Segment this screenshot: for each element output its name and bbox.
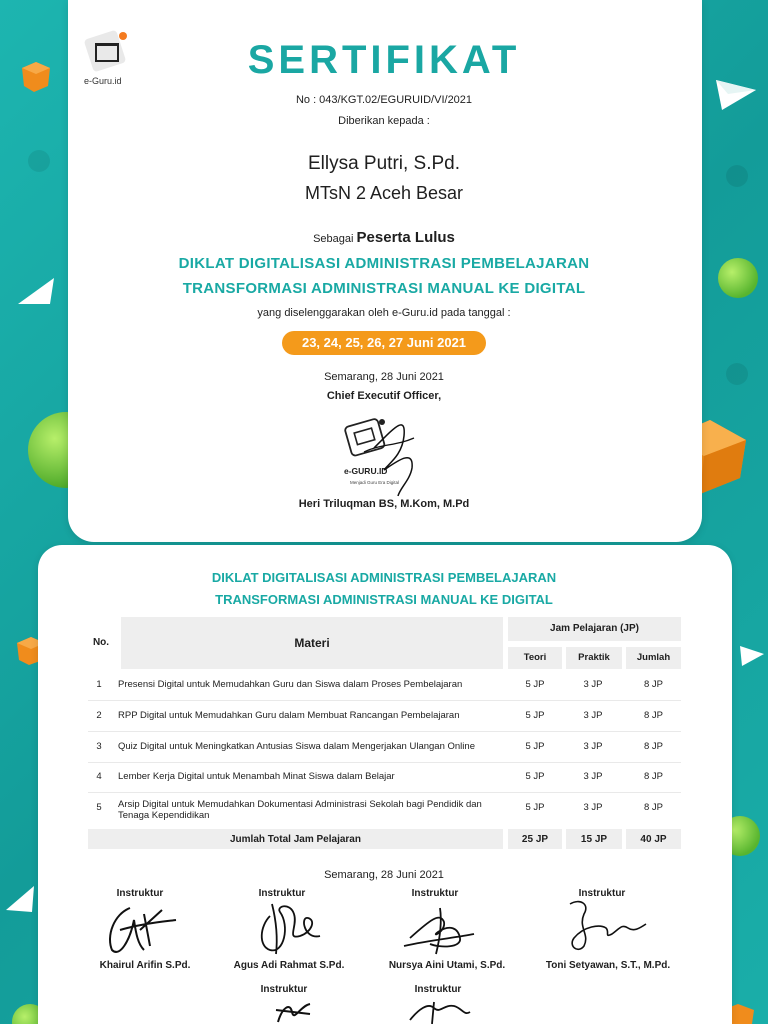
row-jumlah: 8 JP (643, 770, 663, 782)
row-praktik: 3 JP (583, 740, 603, 752)
row-jumlah: 8 JP (643, 801, 663, 813)
row-praktik: 3 JP (583, 801, 603, 813)
instructor-name: Toni Setyawan, S.T., M.Pd. (545, 960, 671, 971)
signature-nursya (400, 898, 476, 958)
signature-toni (560, 894, 650, 958)
table-title-line1: DIKLAT DIGITALISASI ADMINISTRASI PEMBELAJARAN (211, 570, 557, 585)
instructor-name: Khairul Arifin S.Pd. (99, 960, 191, 971)
stamp-subtext: Menjadi Guru Era Digital (350, 480, 400, 485)
header-praktik: Praktik (566, 647, 622, 669)
row-materi: Presensi Digital untuk Memudahkan Guru dan Siswa dalam Proses Pembelajaran (118, 678, 463, 690)
row-jumlah: 8 JP (643, 740, 663, 752)
row-jumlah: 8 JP (643, 678, 663, 690)
white-triangle-icon (2, 882, 38, 916)
row-teori: 5 JP (525, 740, 545, 752)
instructor-role: Instruktur (116, 888, 164, 899)
signature-agus (250, 896, 330, 958)
row-teori: 5 JP (525, 801, 545, 813)
row-no: 1 (96, 678, 102, 690)
table-title-line2: TRANSFORMASI ADMINISTRASI MANUAL KE DIGITAL (215, 592, 553, 607)
recipient-name: Ellysa Putri, S.Pd. (307, 153, 461, 174)
signature-khairul (100, 900, 180, 958)
signature-partial (270, 998, 330, 1024)
row-teori: 5 JP (525, 770, 545, 782)
role-line (0, 229, 768, 246)
table-row (88, 731, 681, 761)
row-materi: Arsip Digital untuk Memudahkan Dokumentasi Administrasi Sekolah bagi Pendidik dan Tenaga Kependidikan (118, 799, 482, 821)
row-jumlah: 8 JP (643, 709, 663, 721)
row-teori: 5 JP (525, 678, 545, 690)
signer-name: Heri Triluqman BS, M.Kom, M.Pd (298, 498, 470, 510)
held-by-text: yang diselenggarakan oleh e-Guru.id pada tanggal : (257, 307, 511, 319)
role-prefix: Sebagai (313, 233, 354, 245)
role-value: Peserta Lulus (356, 229, 455, 246)
total-teori: 25 JP (508, 829, 562, 849)
row-no: 5 (96, 801, 102, 813)
instructor-role: Instruktur (414, 984, 462, 995)
header-jumlah: Jumlah (626, 647, 681, 669)
place-date: Semarang, 28 Juni 2021 (324, 371, 444, 383)
stamp-text: e-GURU.ID (344, 466, 388, 476)
row-materi: Lember Kerja Digital untuk Menambah Minat Siswa dalam Belajar (118, 770, 395, 782)
certificate-number: No : 043/KGT.02/EGURUID/VI/2021 (295, 94, 473, 106)
table-row (88, 700, 681, 730)
signature-partial (404, 998, 474, 1024)
instructor-name: Agus Adi Rahmat S.Pd. (233, 960, 345, 971)
dates-badge: 23, 24, 25, 26, 27 Juni 2021 (282, 331, 486, 355)
signature-place-date: Semarang, 28 Juni 2021 (324, 869, 444, 881)
table-row (88, 761, 681, 791)
signer-title: Chief Executif Officer, (326, 390, 442, 402)
total-jumlah: 40 JP (626, 829, 681, 849)
row-teori: 5 JP (525, 709, 545, 721)
white-triangle-icon (736, 642, 766, 668)
instructor-role: Instruktur (260, 984, 308, 995)
instructor-role: Instruktur (578, 888, 626, 899)
header-teori: Teori (508, 647, 562, 669)
given-to-label: Diberikan kepada : (338, 115, 430, 127)
instructor-name: Nursya Aini Utami, S.Pd. (388, 960, 506, 971)
row-no: 4 (96, 770, 102, 782)
total-label: Jumlah Total Jam Pelajaran (88, 829, 503, 849)
instructor-role: Instruktur (411, 888, 459, 899)
header-materi: Materi (121, 617, 503, 669)
row-praktik: 3 JP (583, 678, 603, 690)
row-no: 2 (96, 709, 102, 721)
certificate-title: SERTIFIKAT (247, 38, 521, 82)
course-title-line1: DIKLAT DIGITALISASI ADMINISTRASI PEMBELAJARAN (178, 255, 590, 272)
instructor-role: Instruktur (258, 888, 306, 899)
table-row (88, 793, 681, 827)
header-no: No. (88, 617, 114, 669)
table-row (88, 669, 681, 699)
course-title-line2: TRANSFORMASI ADMINISTRASI MANUAL KE DIGITAL (182, 280, 586, 297)
row-materi: Quiz Digital untuk Meningkatkan Antusias Siswa dalam Mengerjakan Ulangan Online (118, 740, 475, 752)
row-no: 3 (96, 740, 102, 752)
header-jp: Jam Pelajaran (JP) (508, 617, 681, 641)
recipient-school: MTsN 2 Aceh Besar (304, 183, 464, 203)
row-materi: RPP Digital untuk Memudahkan Guru dalam Membuat Rancangan Pembelajaran (118, 709, 460, 721)
total-praktik: 15 JP (566, 829, 622, 849)
row-praktik: 3 JP (583, 770, 603, 782)
logo-text: e-Guru.id (84, 76, 122, 86)
ceo-stamp-signature (334, 408, 434, 500)
row-praktik: 3 JP (583, 709, 603, 721)
